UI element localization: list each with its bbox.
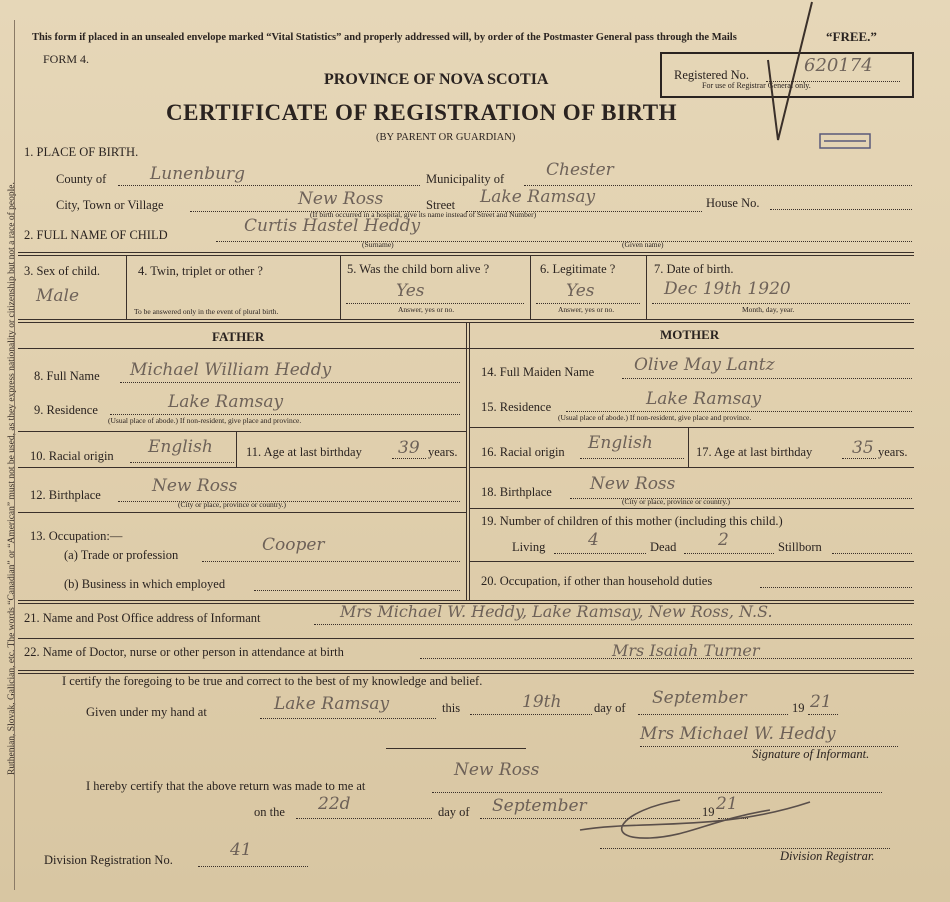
municipality-label: Municipality of [426, 172, 505, 186]
registrar-on-label: on the [254, 805, 285, 819]
father-trade-label: (a) Trade or profession [64, 548, 179, 562]
informant-day: 19th [522, 692, 562, 712]
street-label: Street [426, 198, 456, 212]
legit-note: Answer, yes or no. [558, 305, 615, 314]
city-value: New Ross [298, 189, 384, 209]
father-business-label: (b) Business in which employed [64, 577, 226, 591]
check-mark [760, 0, 820, 150]
registrar-certify: I hereby certify that the above return was made to me at [86, 779, 366, 793]
living-label: Living [512, 540, 546, 554]
mother-race-label: 16. Racial origin [481, 445, 565, 459]
father-trade-value: Cooper [262, 535, 325, 555]
living-value: 4 [588, 530, 599, 550]
sex-label: 3. Sex of child. [24, 264, 101, 278]
mother-birthplace-value: New Ross [590, 474, 676, 494]
twin-note: To be answered only in the event of plural birth. [134, 307, 279, 316]
mother-name-value: Olive May Lantz [634, 355, 775, 375]
mother-age-value: 35 [852, 438, 874, 458]
registrar-caption: Division Registrar. [780, 849, 875, 863]
father-birthplace-value: New Ross [152, 476, 238, 496]
free-label: “FREE.” [826, 29, 877, 44]
alive-label: 5. Was the child born alive ? [347, 262, 490, 276]
stamp-mark [818, 130, 878, 152]
father-race-value: English [148, 437, 213, 457]
mother-heading: MOTHER [660, 327, 720, 342]
registrar-day: 22d [318, 794, 351, 814]
registrar-year-prefix: 19 [702, 805, 715, 819]
informant-label: 21. Name and Post Office address of Informant [24, 611, 261, 625]
informant-year-prefix: 19 [792, 701, 805, 715]
informant-signature: Mrs Michael W. Heddy [640, 724, 836, 744]
attendant-value: Mrs Isaiah Turner [612, 641, 760, 660]
registered-number: 620174 [804, 55, 873, 76]
registrar-signature [560, 780, 840, 850]
sex-value: Male [36, 286, 80, 306]
mother-occupation-label: 20. Occupation, if other than household duties [481, 574, 713, 588]
father-residence-value: Lake Ramsay [168, 392, 284, 412]
place-of-birth-heading: 1. PLACE OF BIRTH. [24, 145, 139, 159]
twin-label: 4. Twin, triplet or other ? [138, 264, 263, 278]
this-label: this [442, 701, 461, 715]
child-name-value: Curtis Hastel Heddy [244, 216, 421, 236]
mother-name-label: 14. Full Maiden Name [481, 365, 595, 379]
top-notice: This form if placed in an unsealed envelope marked “Vital Statistics” and properly addressed will, by order of the Postmaster General pass through the Mails [32, 32, 737, 43]
form-number: FORM 4. [43, 52, 90, 66]
informant-month: September [652, 688, 747, 708]
father-heading: FATHER [212, 329, 265, 344]
father-name-value: Michael William Heddy [130, 360, 332, 380]
dob-label: 7. Date of birth. [654, 262, 734, 276]
given-label: Given under my hand at [86, 705, 207, 719]
given-place: Lake Ramsay [274, 694, 390, 714]
registrar-month: September [492, 796, 587, 816]
margin-line [14, 20, 15, 890]
side-note: Ruthenian, Slovak, Galician, etc. The words “Canadian” or “American” must not be used, as they express nationality or citizenship but not a race of people. [7, 182, 17, 775]
page-title: CERTIFICATE OF REGISTRATION OF BIRTH [166, 100, 677, 125]
father-age-label: 11. Age at last birthday [246, 445, 362, 459]
father-occupation-label: 13. Occupation:— [30, 529, 123, 543]
mother-birthplace-note: (City or place, province or country.) [622, 497, 731, 506]
dead-value: 2 [718, 530, 729, 550]
dob-note: Month, day, year. [742, 305, 795, 314]
house-label: House No. [706, 196, 760, 210]
registered-label: Registered No. [674, 68, 749, 82]
father-residence-note: (Usual place of abode.) If non-resident, give place and province. [108, 416, 302, 425]
informant-sig-caption: Signature of Informant. [752, 747, 870, 761]
registrar-use-note: For use of Registrar General only. [702, 81, 811, 90]
father-residence-label: 9. Residence [34, 403, 98, 417]
father-age-value: 39 [398, 438, 420, 458]
alive-value: Yes [396, 281, 425, 301]
mother-residence-value: Lake Ramsay [646, 389, 762, 409]
informant-certify: I certify the foregoing to be true and correct to the best of my knowledge and belief. [62, 674, 483, 688]
father-birthplace-label: 12. Birthplace [30, 488, 101, 502]
province-title: PROVINCE OF NOVA SCOTIA [324, 71, 549, 88]
given-name-note: (Given name) [622, 240, 664, 249]
mother-race-value: English [588, 433, 653, 453]
division-label: Division Registration No. [44, 853, 173, 867]
county-value: Lunenburg [150, 164, 246, 184]
informant-value: Mrs Michael W. Heddy, Lake Ramsay, New Ross, N.S. [340, 602, 773, 621]
father-birthplace-note: (City or place, province or country.) [178, 500, 287, 509]
mother-residence-note: (Usual place of abode.) If non-resident, give place and province. [558, 413, 752, 422]
father-years: years. [428, 445, 458, 459]
hospital-note: (If birth occurred in a hospital, give its name instead of Street and Number) [310, 210, 537, 219]
registrar-place: New Ross [454, 760, 540, 780]
municipality-value: Chester [546, 160, 614, 180]
registrar-day-label: day of [438, 805, 470, 819]
dead-label: Dead [650, 540, 677, 554]
child-name-label: 2. FULL NAME OF CHILD [24, 228, 168, 242]
legit-value: Yes [566, 281, 595, 301]
dob-value: Dec 19th 1920 [664, 279, 791, 299]
stillborn-label: Stillborn [778, 540, 822, 554]
registrar-year: 21 [716, 794, 738, 814]
attendant-label: 22. Name of Doctor, nurse or other person in attendance at birth [24, 645, 344, 659]
page-subtitle: (BY PARENT OR GUARDIAN) [376, 132, 516, 143]
father-race-label: 10. Racial origin [30, 449, 114, 463]
mother-residence-label: 15. Residence [481, 400, 552, 414]
mother-birthplace-label: 18. Birthplace [481, 485, 552, 499]
alive-note: Answer, yes or no. [398, 305, 455, 314]
children-label: 19. Number of children of this mother (including this child.) [481, 514, 783, 528]
mother-age-label: 17. Age at last birthday [696, 445, 813, 459]
mother-years: years. [878, 445, 908, 459]
county-label: County of [56, 172, 107, 186]
surname-note: (Surname) [362, 240, 394, 249]
informant-year: 21 [810, 692, 832, 712]
legit-label: 6. Legitimate ? [540, 262, 616, 276]
division-value: 41 [230, 840, 252, 860]
city-label: City, Town or Village [56, 198, 164, 212]
informant-day-label: day of [594, 701, 626, 715]
father-name-label: 8. Full Name [34, 369, 100, 383]
street-value: Lake Ramsay [480, 187, 596, 207]
